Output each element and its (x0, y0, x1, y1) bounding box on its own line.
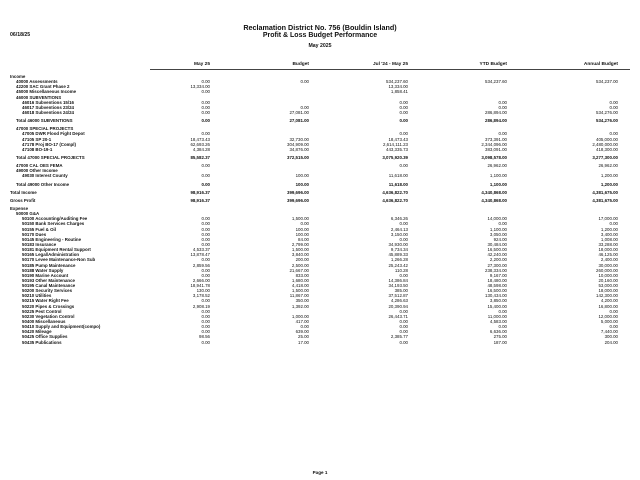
row-value: 443,335.73 (386, 146, 408, 152)
row-value: 27,081.00 (289, 118, 309, 124)
row-label: 50170 Levee Maintenance-Non Sub (22, 257, 96, 263)
row-value: 11,000.00 (487, 313, 507, 319)
row-value: 0.00 (399, 319, 408, 325)
report-date: 06/18/25 (10, 32, 31, 38)
row-value: 0.00 (399, 339, 408, 345)
row-label: 50190 Marine Account (22, 272, 69, 278)
report-rows (0, 74, 640, 345)
row-value: 0.00 (609, 324, 618, 330)
row-value: 0.00 (399, 324, 408, 330)
row-label: 49030 Interest County (22, 173, 68, 179)
row-label: 50193 Other Maintenance (22, 277, 75, 283)
row-value: 1,100.00 (489, 181, 507, 187)
row-value: 304,909.00 (287, 141, 309, 147)
column-header-ytd-actual: Jul '24 - May 25 (372, 62, 408, 67)
row-value: 0.00 (300, 324, 309, 330)
row-value: 0.00 (498, 221, 507, 227)
row-value: 0.00 (300, 221, 309, 227)
row-label: 50000 G&A (16, 211, 40, 217)
row-label: 50230 Vegetation Control (22, 313, 75, 319)
row-value: 3,277,300.00 (592, 154, 618, 160)
row-value: 0.00 (201, 298, 210, 304)
row-value: 833.00 (295, 272, 309, 278)
row-value: 372,515.00 (287, 154, 309, 160)
row-value: 15,400.00 (487, 303, 507, 309)
row-value: 0.00 (201, 257, 210, 263)
row-value: 2,614,111.23 (383, 141, 408, 147)
row-label: 50195 Canal Maintenance (22, 283, 76, 289)
row-value: 2,385.77 (390, 334, 408, 340)
row-value: 0.00 (201, 109, 210, 115)
row-value: 0.00 (609, 308, 618, 314)
row-label: Expense (10, 205, 29, 211)
row-value: 0.00 (399, 221, 408, 227)
row-value: 14,386.84 (388, 277, 408, 283)
row-value: 1,200.00 (600, 226, 618, 232)
row-value: 350.00 (295, 298, 309, 304)
row-value: 98,916.37 (190, 189, 210, 195)
row-value: 2,344,096.00 (481, 141, 507, 147)
page-number: Page 1 (312, 470, 328, 475)
row-value: 4,583.00 (489, 319, 507, 325)
column-header-ytd-budget: YTD Budget (479, 62, 507, 67)
row-value: 0.00 (201, 267, 210, 273)
row-value: 187.00 (493, 339, 507, 345)
organization-title: Reclamation District No. 756 (Bouldin Island) (243, 23, 397, 32)
row-value: 1,100.00 (489, 173, 507, 179)
row-value: 32,730.00 (289, 136, 309, 142)
row-value: 4,381,675.00 (592, 189, 618, 195)
row-value: 0.00 (201, 319, 210, 325)
row-label: Total 46000 SUBVENTIONS (16, 118, 73, 124)
row-value: 13,334.00 (388, 84, 408, 90)
row-value: 3,098,578.00 (481, 154, 507, 160)
row-label: Total 47000 SPECIAL PROJECTS (16, 154, 85, 160)
row-value: 0.00 (399, 109, 408, 115)
row-value: 21,667.00 (289, 267, 309, 273)
row-label: 50145 Engineering - Routine (22, 236, 82, 242)
row-label: 50155 Fuel & Oil (22, 226, 56, 232)
row-value: 2,666.00 (192, 277, 210, 283)
row-value: 6,346.26 (390, 216, 408, 222)
row-value: 9,734.34 (390, 247, 408, 253)
row-value: 26,443.71 (388, 313, 408, 319)
row-value: 0.00 (201, 163, 210, 169)
row-value: 0.00 (201, 216, 210, 222)
row-value: 373,391.00 (485, 136, 507, 142)
row-value: 25,243.42 (388, 262, 408, 268)
row-value: 0.00 (201, 241, 210, 247)
row-value: 1,000.00 (291, 313, 309, 319)
row-value: 18,000.00 (598, 247, 618, 253)
row-value: 2,200.00 (489, 257, 507, 263)
row-label: 40000 Assessments (16, 79, 58, 85)
row-label: 50200 Security Services (22, 288, 73, 294)
row-value: 4,286.63 (390, 298, 408, 304)
row-value: 1,858.41 (390, 89, 408, 95)
row-value: 385.00 (394, 288, 408, 294)
row-label: 50100 Accounting/Auditing Fee (22, 216, 88, 222)
row-value: 0.00 (609, 99, 618, 105)
row-value: 0.00 (201, 173, 210, 179)
row-value: 100.00 (295, 173, 309, 179)
row-label: 50225 Pest Control (22, 308, 62, 314)
row-value: 0.00 (498, 104, 507, 110)
row-label: 42200 SAC Grant Phase 2 (16, 84, 70, 90)
row-value: 0.00 (201, 324, 210, 330)
row-value: 4,384.28 (192, 146, 210, 152)
row-value: 130.00 (196, 288, 210, 294)
row-label: Gross Profit (10, 197, 36, 203)
row-value: 14,000.00 (487, 216, 507, 222)
row-value: 1,680.00 (291, 277, 309, 283)
row-label: Total 49000 Other Income (16, 181, 70, 187)
row-value: 0.00 (201, 118, 210, 124)
row-label: 50165 Legal/Administration (22, 252, 80, 258)
row-value: 18,941.78 (190, 283, 210, 289)
row-value: 18,000.00 (598, 288, 618, 294)
row-value: 1,008.00 (600, 236, 618, 242)
row-value: 0.00 (609, 104, 618, 110)
row-value: 0.00 (399, 99, 408, 105)
row-value: 0.00 (201, 308, 210, 314)
row-label: 50435 Publications (22, 339, 62, 345)
row-value: 0.00 (399, 272, 408, 278)
row-value: 62,693.26 (190, 141, 210, 147)
row-value: 37,512.87 (388, 293, 408, 299)
row-value: 30,000.00 (598, 262, 618, 268)
row-value: 534,237.00 (596, 79, 618, 85)
row-label: 50170 Dues (22, 231, 47, 237)
row-label: 50188 Water Supply (22, 267, 64, 273)
row-label: 47108 BO-19-1 (22, 146, 53, 152)
row-value: 6,636.00 (489, 329, 507, 335)
row-value: 0.00 (609, 221, 618, 227)
row-value: 17.00 (298, 339, 309, 345)
row-value: 275.00 (493, 334, 507, 340)
row-value: 300.00 (604, 334, 618, 340)
row-value: 2,480,000.00 (592, 141, 618, 147)
row-value: 1,500.00 (291, 288, 309, 294)
row-label: Total Income (10, 189, 37, 195)
row-value: 0.00 (201, 226, 210, 232)
row-value: 286,894.00 (485, 109, 507, 115)
row-value: 534,237.60 (386, 79, 408, 85)
row-value: 17,000.00 (598, 216, 618, 222)
row-label: 46016 Subventions 15/16 (22, 99, 74, 105)
row-label: 50425 Office Supplies (22, 334, 68, 340)
row-value: 130,434.00 (485, 293, 507, 299)
row-value: 1,100.00 (489, 226, 507, 232)
column-header-month: May 25 (194, 62, 210, 67)
row-value: 2,500.00 (291, 262, 309, 268)
row-value: 33,288.00 (598, 241, 618, 247)
column-header-budget: Budget (292, 62, 309, 67)
row-value: 98.56 (199, 334, 210, 340)
row-value: 399,696.00 (287, 189, 309, 195)
row-value: 53,000.00 (598, 283, 618, 289)
row-value: 30,484.00 (487, 241, 507, 247)
row-label: Income (10, 74, 26, 79)
row-value: 46,125.00 (598, 252, 618, 258)
row-label: 47105 SP 20-1 (22, 136, 52, 142)
row-value: 924.00 (493, 236, 507, 242)
report-period: May 2025 (308, 43, 332, 49)
row-value: 204.00 (604, 339, 618, 345)
row-value: 3,850.00 (489, 298, 507, 304)
row-value: 2,859.56 (192, 262, 210, 268)
row-value: 0.00 (300, 79, 309, 85)
row-value: 534,276.00 (596, 109, 618, 115)
table-row (0, 340, 640, 345)
row-value: 3,178.52 (192, 293, 210, 299)
row-value: 5,000.00 (600, 319, 618, 325)
row-label: 50183 Insurance (22, 241, 57, 247)
row-value: 34,876.00 (289, 146, 309, 152)
row-value: 42,240.00 (487, 252, 507, 258)
row-value: 0.00 (498, 99, 507, 105)
row-label: 50215 Water Right Fee (22, 298, 69, 304)
row-value: 0.00 (399, 236, 408, 242)
row-value: 13,878.47 (190, 252, 210, 258)
row-value: 0.00 (201, 339, 210, 345)
row-value: 534,276.00 (596, 118, 618, 124)
row-label: 50185 Pump Maintenance (22, 262, 76, 268)
row-value: 0.00 (201, 99, 210, 105)
row-value: 2,908.19 (192, 303, 210, 309)
row-value: 1,200.00 (600, 173, 618, 179)
row-value: 10,000.00 (598, 272, 618, 278)
row-value: 0.00 (201, 131, 210, 137)
row-value: 4,381,675.00 (592, 197, 618, 203)
row-value: 2,400.00 (600, 257, 618, 263)
row-value: 85,582.37 (190, 154, 210, 160)
column-header-annual-budget: Annual Budget (583, 62, 618, 67)
row-value: 84.00 (298, 236, 309, 242)
row-value: 0.00 (399, 104, 408, 110)
row-value: 11,867.00 (289, 293, 309, 299)
row-value: 3,050.00 (489, 231, 507, 237)
row-value: 34,930.00 (388, 241, 408, 247)
row-label: 46000 SUBVENTIONS (16, 94, 62, 100)
row-value: 0.00 (201, 104, 210, 110)
row-value: 534,237.60 (485, 79, 507, 85)
row-value: 3,400.00 (600, 231, 618, 237)
row-value: 3,075,920.39 (382, 154, 408, 160)
row-label: 50210 Utilities (22, 293, 52, 299)
row-value: 260,000.00 (596, 267, 618, 273)
row-value: 0.00 (498, 131, 507, 137)
row-value: 25.00 (298, 334, 309, 340)
row-value: 48,598.00 (487, 283, 507, 289)
row-value: 1,500.00 (291, 216, 309, 222)
row-value: 1,500.00 (291, 247, 309, 253)
row-value: 0.00 (300, 104, 309, 110)
row-value: 45,889.33 (388, 252, 408, 258)
row-value: 12,000.00 (598, 313, 618, 319)
row-value: 9,167.00 (489, 272, 507, 278)
row-value: 4,200.00 (600, 298, 618, 304)
row-value: 1,200.00 (600, 181, 618, 187)
row-value: 27,081.00 (289, 109, 309, 115)
row-value: 1,392.00 (291, 303, 309, 309)
row-value: 238,334.00 (485, 267, 507, 273)
row-label: 50400 Miscellaneous (22, 319, 66, 325)
row-value: 0.00 (498, 308, 507, 314)
row-value: 100.00 (295, 181, 309, 187)
row-value: 3,840.00 (291, 252, 309, 258)
row-value: 34,193.50 (388, 283, 408, 289)
row-value: 0.00 (399, 329, 408, 335)
row-value: 4,533.37 (192, 247, 210, 253)
row-value: 18,480.00 (487, 277, 507, 283)
row-value: 1,266.28 (390, 257, 408, 263)
row-value: 0.00 (201, 272, 210, 278)
row-value: 639.00 (295, 329, 309, 335)
row-value: 100.00 (295, 231, 309, 237)
row-label: 46018 Subventions 24/24 (22, 109, 74, 115)
row-value: 0.00 (399, 118, 408, 124)
row-label: 50181 Equipment Rental Support (22, 247, 91, 253)
row-value: 4,418.00 (291, 283, 309, 289)
row-value: 0.00 (201, 181, 210, 187)
row-value: 4,340,868.00 (481, 197, 507, 203)
row-value: 20,390.94 (388, 303, 408, 309)
row-value: 110.28 (394, 267, 408, 273)
row-label: 50420 Mileage (22, 329, 52, 335)
row-value: 100.00 (295, 226, 309, 232)
row-value: 11,618.00 (388, 181, 408, 187)
row-label: 46017 Subventions 23/24 (22, 104, 74, 110)
report-title: Profit & Loss Budget Performance (262, 32, 378, 39)
row-value: 0.00 (399, 131, 408, 137)
row-value: 7,440.00 (600, 329, 618, 335)
row-value: 0.00 (498, 324, 507, 330)
row-label: 47005 DWR Flood Fight Depot (22, 131, 85, 137)
row-value: 27,300.00 (487, 262, 507, 268)
row-value: 2,799.00 (291, 241, 309, 247)
row-value: 0.00 (201, 231, 210, 237)
row-value: 4,340,868.00 (481, 189, 507, 195)
row-value: 0.00 (201, 313, 210, 319)
row-value: 399,696.00 (287, 197, 309, 203)
row-value: 18,473.43 (190, 136, 210, 142)
row-value: 0.00 (201, 89, 210, 95)
row-value: 16,500.00 (487, 288, 507, 294)
row-label: 45000 Miscellaneous Income (16, 89, 77, 95)
row-label: 47000 CAL OES FEMA (16, 163, 63, 169)
row-label: 50150 Bank Services Charges (22, 221, 85, 227)
row-value: 13,334.00 (190, 84, 210, 90)
row-value: 3,150.00 (390, 231, 408, 237)
row-value: 200.00 (295, 257, 309, 263)
row-label: 47000 SPECIAL PROJECTS (16, 126, 74, 132)
row-value: 26,962.00 (487, 163, 507, 169)
row-value: 4,636,822.70 (382, 189, 408, 195)
row-value: 405,000.00 (596, 136, 618, 142)
row-value: 4,636,822.70 (382, 197, 408, 203)
row-value: 11,618.00 (388, 173, 408, 179)
header-rule (150, 69, 630, 70)
row-value: 286,894.00 (485, 118, 507, 124)
row-value: 2,464.13 (390, 226, 408, 232)
row-value: 0.00 (399, 163, 408, 169)
row-value: 26,962.00 (598, 163, 618, 169)
row-label: 47178 Proj BO-17 (Compl) (22, 141, 76, 147)
row-value: 383,091.00 (485, 146, 507, 152)
row-value: 418,300.00 (596, 146, 618, 152)
row-value: 20,160.00 (598, 277, 618, 283)
row-value: 0.00 (399, 308, 408, 314)
row-value: 98,916.37 (190, 197, 210, 203)
row-value: 16,800.00 (598, 303, 618, 309)
row-value: 16,500.00 (487, 247, 507, 253)
row-value: 417.00 (295, 319, 309, 325)
row-value: 0.00 (201, 329, 210, 335)
row-label: 50220 Pipes & Crossings (22, 303, 75, 309)
row-value: 0.00 (201, 221, 210, 227)
row-value: 18,473.43 (388, 136, 408, 142)
row-label: 50410 Supply and Equipment(compo) (22, 324, 101, 330)
row-value: 0.00 (201, 79, 210, 85)
row-value: 0.00 (609, 131, 618, 137)
row-value: 0.00 (201, 236, 210, 242)
row-label: 49000 Other Income (16, 168, 58, 174)
row-value: 142,300.00 (596, 293, 618, 299)
